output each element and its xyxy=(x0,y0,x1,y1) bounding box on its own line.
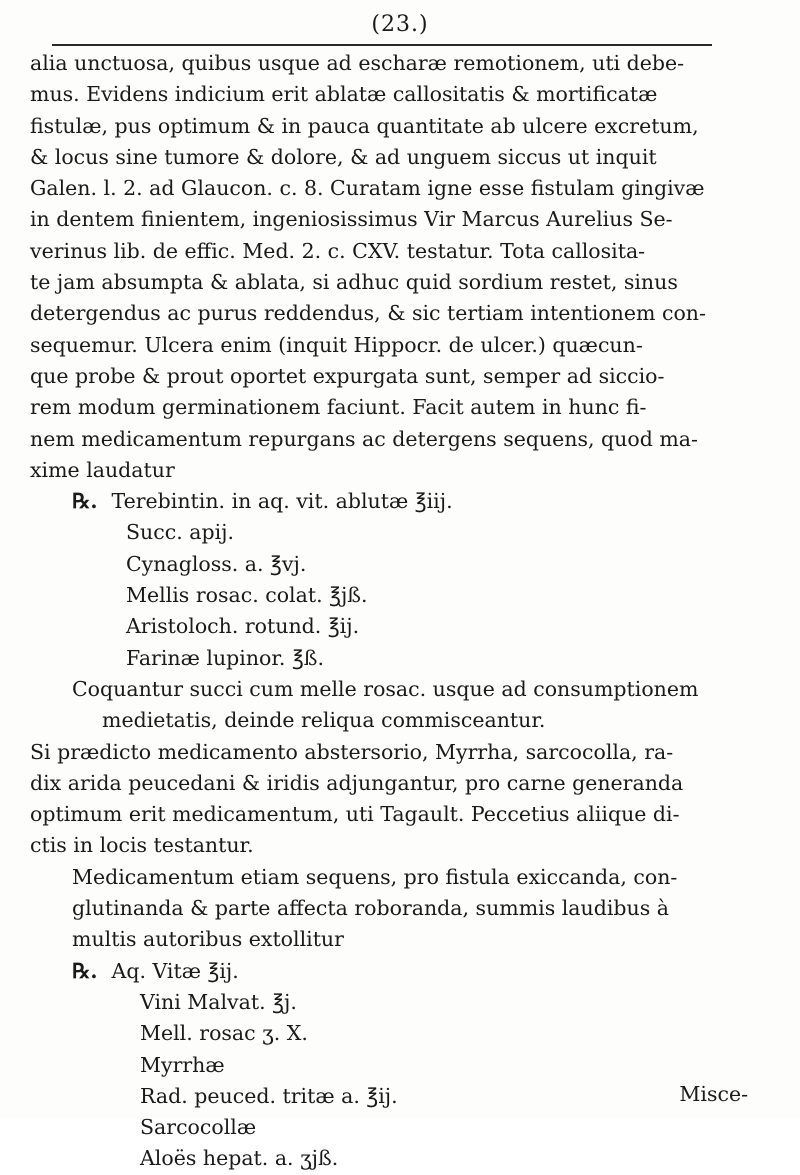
text-line: xime laudatur xyxy=(30,457,175,482)
text-line: que probe & prout oportet expurgata sunt, semper ad siccio- xyxy=(30,363,665,388)
recipe-line xyxy=(30,486,780,517)
recipe-ingredient: Vini Malvat. ℥j. xyxy=(140,989,297,1014)
recipe-ingredient: Farinæ lupinor. ℥ß. xyxy=(126,645,325,670)
text-line: & locus sine tumore & dolore, & ad unguem siccus ut inquit xyxy=(30,144,657,169)
recipe-ingredient: Mellis rosac. colat. ℥jß. xyxy=(126,583,368,608)
recipe-ingredient: Succ. apij. xyxy=(126,520,235,545)
text-line: nem medicamentum repurgans ac detergens sequens, quod ma- xyxy=(30,426,698,451)
recipe-ingredient: Aq. Vitæ ℥ij. xyxy=(111,958,239,983)
recipe-ingredient: Sarcocollæ xyxy=(140,1115,257,1140)
text-line: medietatis, deinde reliqua commisceantur. xyxy=(102,708,546,733)
header-rule xyxy=(52,44,712,46)
page-number-header: (23.) xyxy=(371,12,429,37)
text-line: verinus lib. de effic. Med. 2. c. CXV. testatur. Tota callosita- xyxy=(30,238,646,263)
body-text xyxy=(30,48,780,1175)
text-line: in dentem finientem, ingeniosissimus Vir Marcus Aurelius Se- xyxy=(30,207,673,232)
text-line: ctis in locis testantur. xyxy=(30,833,254,858)
recipe-ingredient: Rad. peuced. tritæ a. ℥ij. xyxy=(140,1083,398,1108)
text-line: mus. Evidens indicium erit ablatæ callositatis & mortificatæ xyxy=(30,82,658,107)
text-line: te jam absumpta & ablata, si adhuc quid sordium restet, sinus xyxy=(30,270,678,295)
recipe-ingredient: Aristoloch. rotund. ℥ij. xyxy=(126,614,360,639)
text-line: Coquantur succi cum melle rosac. usque ad consumptionem xyxy=(72,676,699,701)
text-line: sequemur. Ulcera enim (inquit Hippocr. de ulcer.) quæcun- xyxy=(30,332,643,357)
recipe-ingredient: Myrrhæ xyxy=(140,1052,225,1077)
text-line: alia unctuosa, quibus usque ad escharæ remotionem, uti debe- xyxy=(30,51,685,75)
recipe-ingredient: Terebintin. in aq. vit. ablutæ ℥iij. xyxy=(111,489,453,514)
text-line: detergendus ac purus reddendus, & sic tertiam intentionem con- xyxy=(30,301,706,326)
recipe-ingredient: Cynagloss. a. ℥vj. xyxy=(126,551,307,576)
catchword: Misce- xyxy=(679,1082,748,1106)
text-line: rem modum germinationem faciunt. Facit autem in hunc fi- xyxy=(30,395,647,420)
recipe-symbol: ℞. xyxy=(72,958,98,983)
text-line: optimum erit medicamentum, uti Tagault. Peccetius aliique di- xyxy=(30,802,680,827)
text-line: dix arida peucedani & iridis adjungantur, pro carne generanda xyxy=(30,770,684,795)
text-line: fistulæ, pus optimum & in pauca quantitate ab ulcere excretum, xyxy=(30,113,699,138)
text-line: Galen. l. 2. ad Glaucon. c. 8. Curatam igne esse fistulam gingivæ xyxy=(30,176,705,201)
recipe-line xyxy=(30,956,780,987)
text-line: Si prædicto medicamento abstersorio, Myrrha, sarcocolla, ra- xyxy=(30,739,674,764)
recipe-ingredient: Aloës hepat. a. ʒjß. xyxy=(140,1146,339,1171)
recipe-ingredient: Mell. rosac ʒ. X. xyxy=(140,1021,308,1046)
text-line: multis autoribus extollitur xyxy=(72,927,344,952)
recipe-symbol: ℞. xyxy=(72,489,98,514)
text-line: Medicamentum etiam sequens, pro fistula exiccanda, con- xyxy=(72,864,678,889)
text-line: glutinanda & parte affecta roboranda, summis laudibus à xyxy=(72,896,669,921)
